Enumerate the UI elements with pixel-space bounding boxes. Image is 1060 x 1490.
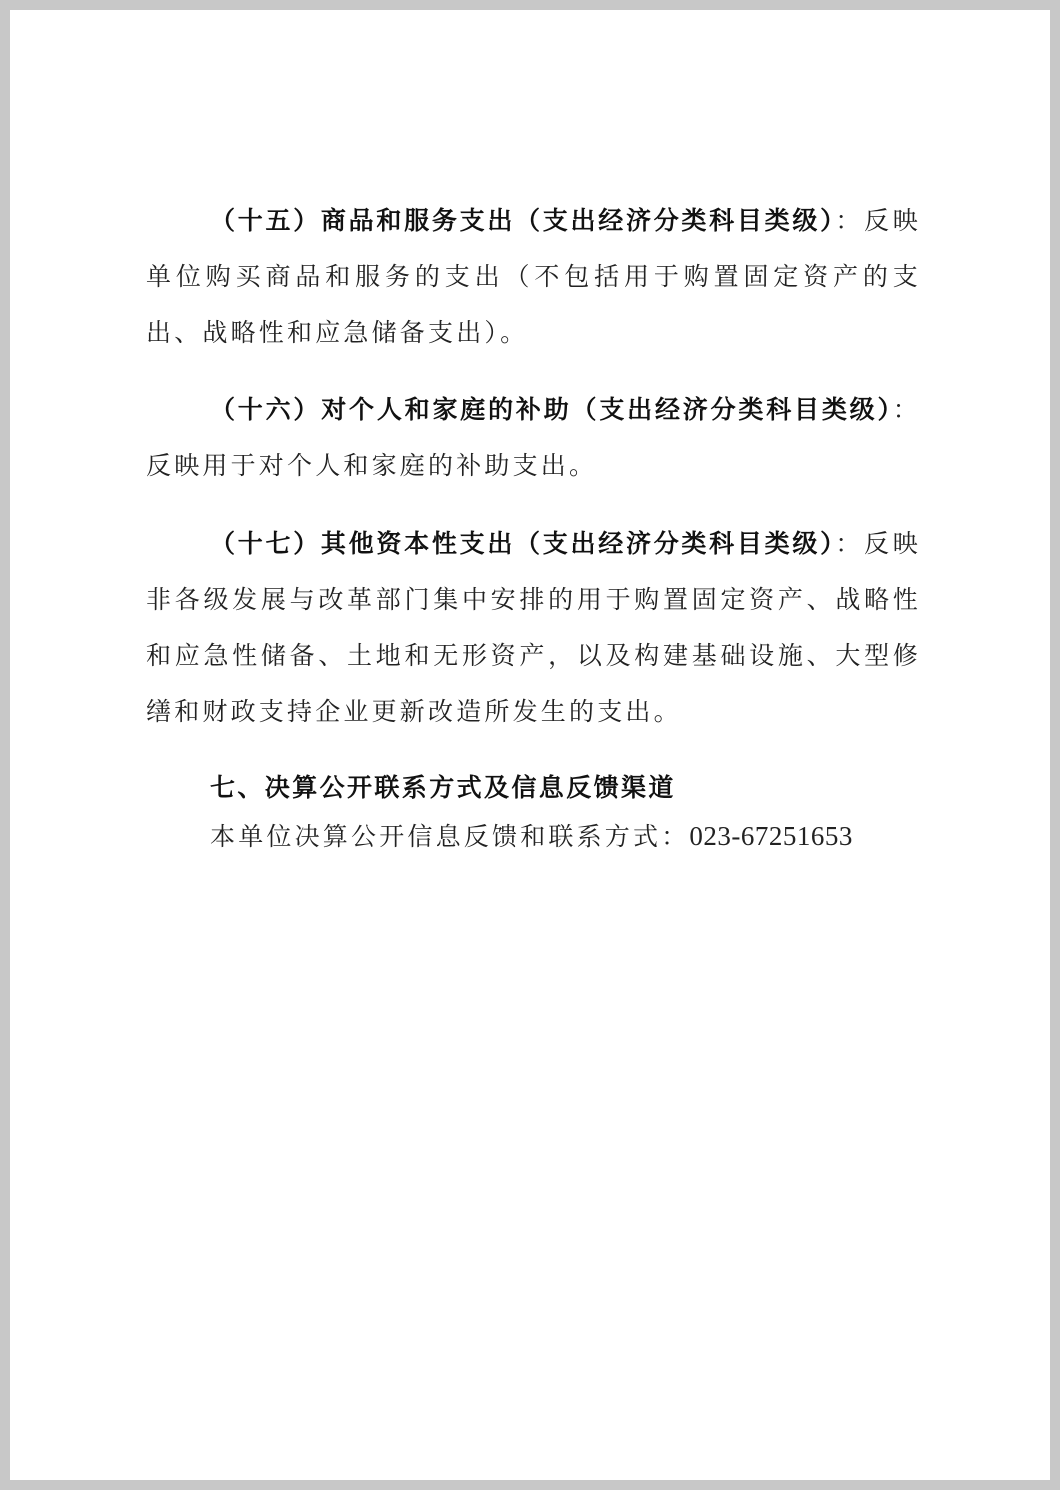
- contact-line: [210, 816, 853, 857]
- contact-label: 本单位决算公开信息反馈和联系方式：: [210, 822, 690, 851]
- section-heading: 七、决算公开联系方式及信息反馈渠道: [210, 773, 676, 802]
- contact-phone: 023-67251653: [689, 821, 853, 851]
- paragraph-body: ：反映非各级发展与改革部门集中安排的用于购置固定资产、战略性和应急性储备、土地和无形资产，以及构建基础设施、大型修缮和财政支持企业更新改造所发生的支出。: [146, 529, 921, 726]
- paragraph-body: ：反映用于对个人和家庭的补助支出。: [146, 395, 921, 480]
- paragraph-body: ：反映单位购买商品和服务的支出（不包括用于购置固定资产的支出、战略性和应急储备支出）。: [146, 206, 921, 347]
- paragraph-item-17: [146, 516, 921, 740]
- paragraph-lead: （十六）对个人和家庭的补助（支出经济分类科目类级）: [210, 395, 893, 424]
- paragraph-text: [146, 193, 921, 361]
- paragraph-item-16: [146, 382, 921, 494]
- paragraph-lead: （十七）其他资本性支出（支出经济分类科目类级）: [210, 529, 836, 558]
- document-page: [10, 10, 1050, 1480]
- paragraph-text: [146, 382, 921, 494]
- paragraph-text: [146, 516, 921, 740]
- paragraph-item-15: [146, 193, 921, 361]
- paragraph-lead: （十五）商品和服务支出（支出经济分类科目类级）: [210, 206, 836, 235]
